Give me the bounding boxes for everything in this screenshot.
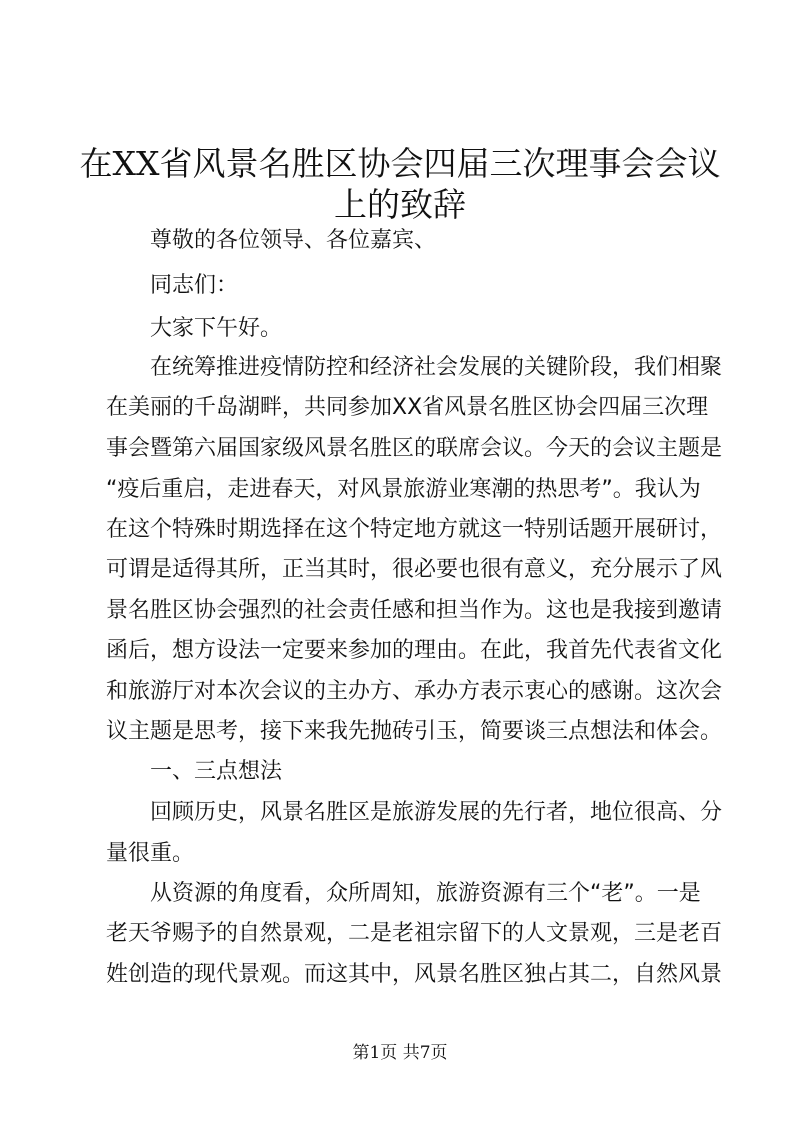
greeting-line: 大家下午好。 xyxy=(150,316,283,341)
body-line: 景名胜区协会强烈的社会责任感和担当作为。这也是我接到邀请 xyxy=(106,598,723,623)
body-line: “疫后重启，走进春天，对风景旅游业寒潮的热思考”。我认为 xyxy=(106,477,701,502)
salutation-line-1: 尊敬的各位领导、各位嘉宾、 xyxy=(150,228,437,253)
body-line: 回顾历史，风景名胜区是旅游发展的先行者，地位很高、分 xyxy=(150,800,723,825)
body-line: 函后，想方设法一定要来参加的理由。在此，我首先代表省文化 xyxy=(106,638,723,663)
body-line: 姓创造的现代景观。而这其中，风景名胜区独占其二，自然风景 xyxy=(106,962,723,987)
document-title-line-2: 上的致辞 xyxy=(334,185,466,224)
section-heading: 一、三点想法 xyxy=(150,759,283,784)
body-line: 老天爷赐予的自然景观，二是老祖宗留下的人文景观，三是老百 xyxy=(106,921,723,946)
salutation-line-2: 同志们： xyxy=(150,273,239,298)
body-line: 从资源的角度看，众所周知，旅游资源有三个“老”。一是 xyxy=(150,881,701,906)
body-line: 事会暨第六届国家级风景名胜区的联席会议。今天的会议主题是 xyxy=(106,436,723,461)
body-line: 可谓是适得其所，正当其时，很必要也很有意义，充分展示了风 xyxy=(106,557,723,582)
body-line: 在统筹推进疫情防控和经济社会发展的关键阶段，我们相聚 xyxy=(150,355,723,380)
body-line: 和旅游厅对本次会议的主办方、承办方表示衷心的感谢。这次会 xyxy=(106,679,723,704)
body-line: 在这个特殊时期选择在这个特定地方就这一特别话题开展研讨， xyxy=(106,517,723,542)
document-title-line-1: 在XX省风景名胜区协会四届三次理事会会议 xyxy=(79,144,721,183)
body-line: 在美丽的千岛湖畔，共同参加XX省风景名胜区协会四届三次理 xyxy=(106,395,709,420)
body-line: 量很重。 xyxy=(106,841,195,866)
body-line: 议主题是思考，接下来我先抛砖引玉，简要谈三点想法和体会。 xyxy=(106,719,723,744)
page-number-footer: 第1页 共7页 xyxy=(352,1043,448,1063)
